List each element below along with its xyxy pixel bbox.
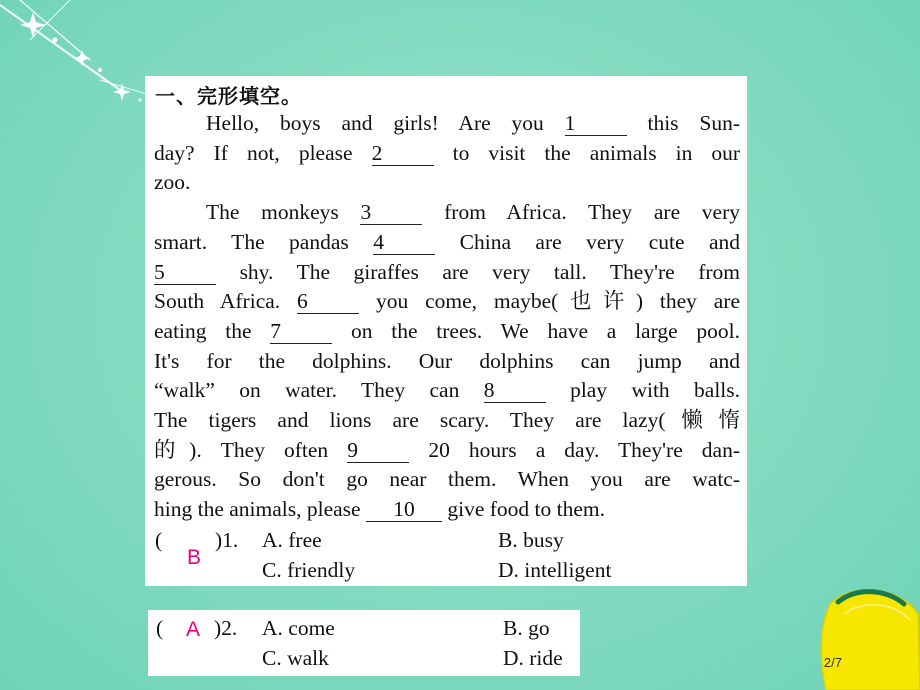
sparkle-decoration [0, 0, 160, 130]
blank-1: 1 [565, 111, 627, 136]
blank-4: 4 [373, 230, 435, 255]
question-2-answer: A [186, 618, 201, 641]
question-2-card [148, 610, 580, 676]
passage-text-segment: play with balls. [570, 378, 741, 403]
passage-line [154, 197, 740, 227]
question-1-option-d[interactable]: D. intelligent [498, 558, 612, 582]
question-1-option-c[interactable]: C. friendly [262, 558, 356, 582]
passage-line [154, 405, 740, 435]
blank-7: 7 [270, 319, 332, 344]
passage-text-segment: gerous. So don't go near them. When you are watc- [154, 467, 740, 492]
question-1-option-a[interactable]: A. free [262, 528, 322, 552]
question-2-option-c[interactable]: C. walk [262, 646, 329, 670]
passage-text-segment: on the trees. We have a large pool. [351, 318, 741, 343]
blank-5: 5 [154, 260, 216, 285]
passage-text-segment: eating the [154, 318, 252, 343]
lemon-leaf-decoration [818, 584, 920, 690]
blank-8: 8 [484, 378, 546, 403]
passage-text-segment: smart. The pandas [154, 229, 349, 254]
passage-line [154, 108, 740, 138]
question-2-option-a[interactable]: A. come [262, 616, 335, 640]
passage-text-segment: It's for the dolphins. Our dolphins can jump and [154, 348, 740, 373]
passage-line [154, 286, 740, 316]
question-2-option-d[interactable]: D. ride [503, 646, 563, 670]
page-number: 2/7 [823, 655, 842, 670]
question-2-option-b[interactable]: B. go [503, 616, 550, 640]
passage-text-segment: to visit the animals in our [452, 140, 741, 165]
passage-text-segment: shy. The giraffes are very tall. They're from [239, 259, 741, 284]
section-heading: 一、完形填空。 [155, 84, 302, 108]
passage-text-segment: give food to them. [447, 497, 605, 522]
passage-text-segment: zoo. [154, 170, 191, 195]
blank-2: 2 [372, 141, 434, 166]
passage-line [154, 464, 740, 494]
passage-line [154, 375, 740, 405]
passage-text-segment: day? If not, please [154, 140, 353, 165]
passage-line [154, 316, 740, 346]
passage-text-segment: “walk” on water. They can [154, 378, 460, 403]
passage-line [154, 138, 740, 168]
passage-line [154, 435, 740, 465]
passage-line [154, 167, 740, 197]
passage-line [154, 227, 740, 257]
passage-line [154, 257, 740, 287]
passage-text-segment: South Africa. [154, 289, 281, 314]
passage-text-segment: you come, maybe(也许) they are [375, 289, 741, 314]
passage-text-segment: 的). They often [154, 437, 329, 462]
blank-3: 3 [360, 200, 422, 225]
question-1-paren-close: )1. [215, 528, 239, 552]
cloze-passage-card [145, 76, 747, 586]
question-1-option-b[interactable]: B. busy [498, 528, 564, 552]
question-1-paren-open: ( [155, 528, 163, 552]
passage-text-segment: this Sun- [647, 111, 741, 135]
question-1-answer: B [187, 546, 202, 569]
passage-text-segment: The monkeys [206, 200, 339, 225]
passage-text-segment: Hello, boys and girls! Are you [206, 111, 544, 135]
passage-line [154, 494, 740, 524]
passage-line [154, 346, 740, 376]
blank-6: 6 [297, 289, 359, 314]
passage-text-segment: China are very cute and [459, 229, 741, 254]
passage-text-segment: The tigers and lions are scary. They are lazy(懒惰 [154, 408, 740, 432]
passage-text-segment: 20 hours a day. They're dan- [428, 437, 741, 462]
passage-text-segment: from Africa. They are very [444, 200, 740, 225]
blank-9: 9 [347, 438, 409, 463]
question-2-paren-close: )2. [214, 616, 238, 640]
passage-text-segment: hing the animals, please [154, 497, 361, 522]
blank-10: 10 [366, 497, 442, 522]
question-2-paren-open: ( [156, 616, 164, 640]
